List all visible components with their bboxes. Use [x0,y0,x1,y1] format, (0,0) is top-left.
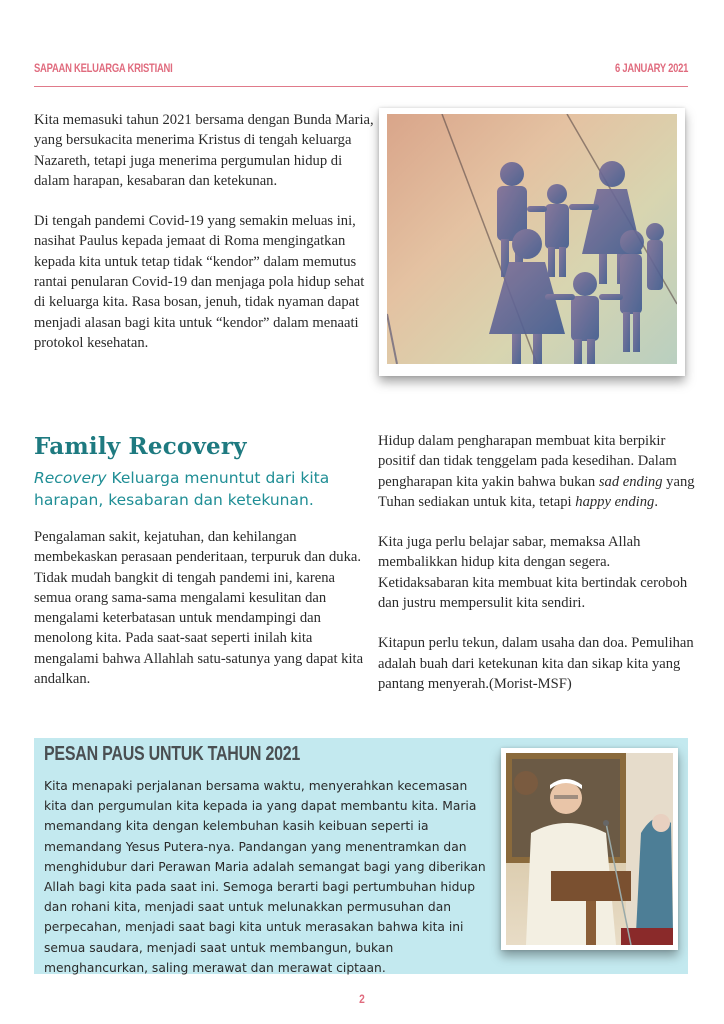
page-number: 2 [359,992,365,1006]
intro-paragraph: Di tengah pandemi Covid-19 yang semakin meluas ini, nasihat Paulus kepada jemaat di Roma mengingatkan kepada kita untuk tetap tidak “kendor” dalam memutus rantai penularan Covid-19 dan menjaga pola hidup sehat di keluarga kita. Rasa bosan, jenuh, tidak nyaman dapat menjadi alasan bagi kita untuk “kendor” dalam menaati protokol kesehatan. [34,213,365,351]
subtitle-rest: Keluarga menuntut dari kita harapan, kesabaran dan ketekunan. [34,469,330,509]
issue-date: 6 JANUARY 2021 [614,63,688,75]
body-paragraph: Kita juga perlu belajar sabar, memaksa Allah membalikkan hidup kita dengan segera. Ketidaksabaran kita membuat kita bertindak ceroboh dan justru mempersulit kita sendiri. [378,534,688,612]
text-run: . [654,493,658,510]
italic-text: happy ending [575,493,655,510]
italic-text: sad ending [598,473,663,490]
body-paragraph [378,431,698,512]
pope-message-heading: PESAN PAUS UNTUK TAHUN 2021 [44,743,301,765]
body-paragraph: Kitapun perlu tekun, dalam usaha dan doa. Pemulihan adalah buah dari ketekunan kita dan sikap kita yang pantang menyerah.(Morist-MSF) [378,635,694,692]
family-recovery-heading: Family Recovery [34,433,247,460]
pope-photo [501,748,678,950]
text-run: Hidup dalam pengharapan membuat kita berpikir positif dan tidak tenggelam pada kesedihan. Dalam pengharapan kita yakin bahwa bukan [378,433,677,490]
pope-message-text: Kita menapaki perjalanan bersama waktu, menyerahkan kecemasan kita dan pergumulan kita kepada ia yang dapat membantu kita. Maria memandang kita dengan kelembuhan kasih keibuan seperti ia memandang Yesus Putera-nya. Pandangan yang menentramkan dan menghidubur dari Perawan Maria adalah semangat bagi yang diberikan Allah bagi kita pada saat ini. Semoga berarti bagi pertumbuhan hidup dan rohani kita, menjadi saat untuk melunakkan permusuhan dan perpecahan, menjadi saat bagi kita untuk merasakan bahwa kita ini semua saudara, menjadi saat untuk membangun, bukan menghancurkan, saling merawat dan merawat ciptaan. [44,779,486,975]
family-recovery-left-column [34,527,364,689]
paper-family-illustration [387,114,677,364]
intro-paragraph: Kita memasuki tahun 2021 bersama dengan Bunda Maria, yang bersukacita menerima Kristus di tengah keluarga Nazareth, tetapi juga menerima pergumulan hidup di dalam harapan, kesabaran dan ketekunan. [34,112,374,189]
text-run: yang Tuhan sediakan untuk kita, tetapi [378,473,695,510]
pope-at-lectern-illustration [506,753,673,945]
family-recovery-right-column [378,431,698,714]
body-paragraph: Pengalaman sakit, kejatuhan, dan kehilangan membekaskan perasaan penderitaan, terpuruk dan duka. Tidak mudah bangkit di tengah pandemi ini, karena semua orang sama-sama mengalami kesulitan dan mengalami keterbatasan untuk mendampingi dan menolong kita. Pada saat-saat seperti inilah kita mengalami bahwa Allahlah satu-satunya yang dapat kita andalkan. [34,529,364,688]
family-cutout-photo [379,108,685,376]
intro-text [34,110,374,373]
newsletter-title: SAPAAN KELUARGA KRISTIANI [34,63,173,75]
subtitle-italic: Recovery [34,469,107,487]
page-header [34,60,688,87]
family-recovery-subtitle [34,467,354,511]
